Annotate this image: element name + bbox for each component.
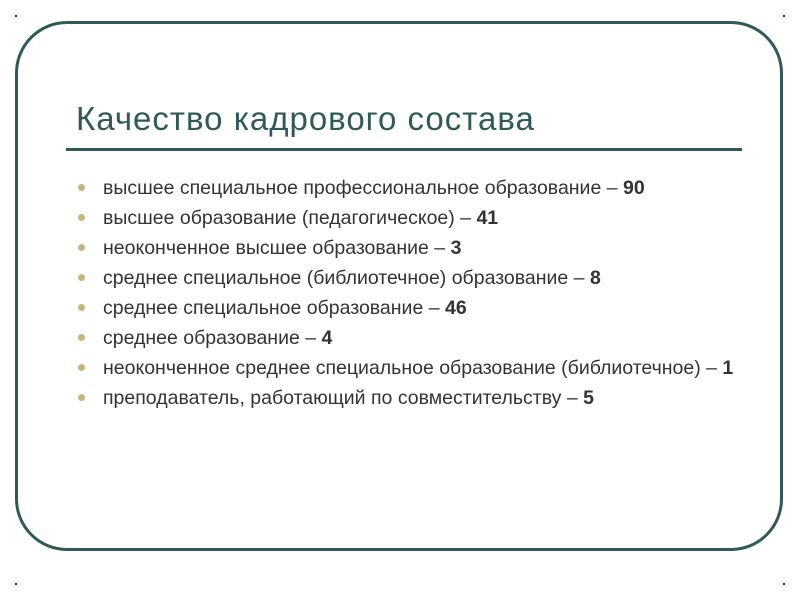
list-item-value: 1 bbox=[722, 357, 734, 379]
list-item-text: среднее специальное образование – bbox=[103, 297, 445, 319]
list-item-value: 3 bbox=[450, 237, 462, 259]
list-item-value: 5 bbox=[583, 387, 594, 409]
bullet-dot-icon bbox=[78, 364, 85, 371]
list-item-value: 46 bbox=[444, 297, 467, 319]
bullet-dot-icon bbox=[78, 244, 85, 251]
list-item-value: 8 bbox=[589, 267, 601, 289]
list-item-text: преподаватель, работающий по совместительству – bbox=[103, 387, 584, 409]
bullet-list bbox=[76, 176, 736, 416]
bullet-dot-icon bbox=[78, 184, 85, 191]
list-item bbox=[76, 266, 736, 290]
list-item-text: высшее образование (педагогическое) – bbox=[103, 207, 477, 229]
list-item bbox=[76, 176, 736, 200]
bullet-dot-icon bbox=[78, 214, 85, 221]
corner-mark-top-left bbox=[15, 15, 17, 17]
bullet-dot-icon bbox=[78, 274, 85, 281]
list-item bbox=[76, 206, 736, 230]
list-item bbox=[76, 356, 736, 380]
list-item-value: 4 bbox=[321, 327, 333, 349]
bullet-dot-icon bbox=[78, 334, 85, 341]
list-item-text: неоконченное высшее образование – bbox=[103, 237, 451, 259]
corner-mark-bottom-right bbox=[783, 583, 785, 585]
corner-mark-bottom-left bbox=[15, 583, 17, 585]
slide-title: Качество кадрового состава bbox=[76, 100, 535, 137]
bullet-dot-icon bbox=[78, 394, 85, 401]
corner-mark-top-right bbox=[783, 15, 785, 17]
list-item-value: 90 bbox=[622, 177, 645, 199]
list-item bbox=[76, 296, 736, 320]
list-item-text: неоконченное среднее специальное образование (библиотечное) – bbox=[103, 357, 723, 379]
list-item bbox=[76, 236, 736, 260]
list-item-value: 41 bbox=[476, 207, 499, 229]
list-item-text: среднее специальное (библиотечное) образование – bbox=[103, 267, 590, 289]
title-underline bbox=[66, 148, 742, 151]
list-item bbox=[76, 326, 736, 350]
list-item-text: среднее образование – bbox=[103, 327, 322, 349]
bullet-dot-icon bbox=[78, 304, 85, 311]
list-item bbox=[76, 386, 736, 410]
list-item-text: высшее специальное профессиональное образование – bbox=[103, 177, 623, 199]
